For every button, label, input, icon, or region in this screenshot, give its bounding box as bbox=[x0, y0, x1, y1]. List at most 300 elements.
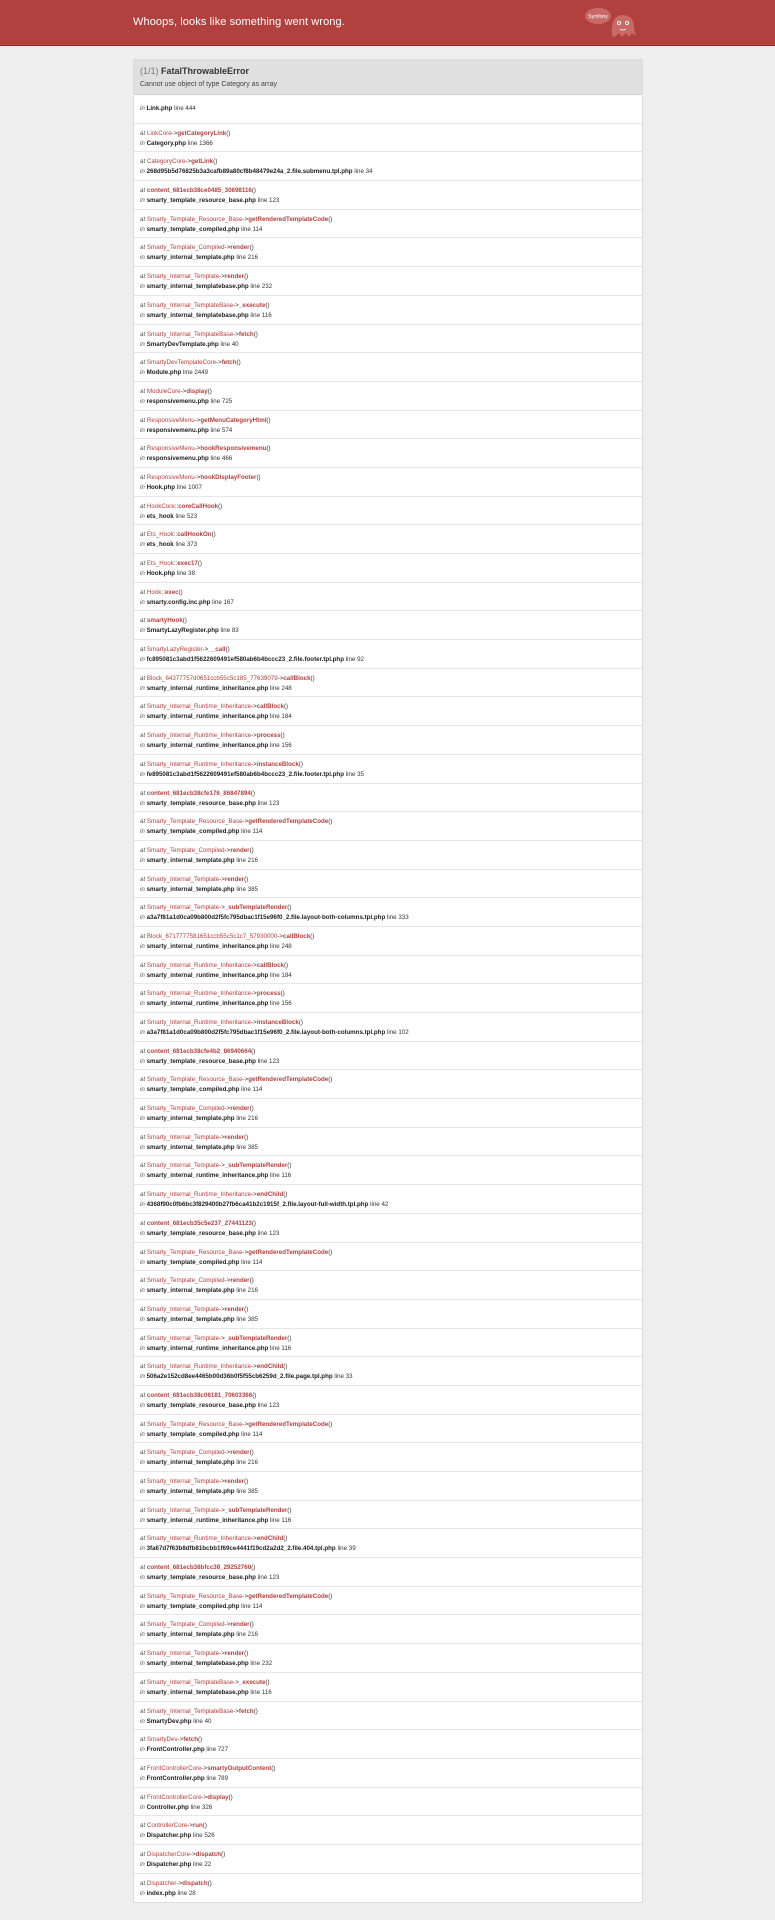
stack-frame: at Dispatcher->dispatch() in index.php line 28 bbox=[140, 1879, 212, 1897]
frame-class: Smarty_Template_Resource_Base bbox=[146, 1592, 243, 1600]
frame-line: 114 bbox=[252, 828, 263, 836]
frame-class: ModuleCore bbox=[146, 387, 181, 395]
stack-frame: at Smarty_Internal_Runtime_Inheritance->callBlock() in smarty_internal_runtime_inheritance.php line 184 bbox=[134, 697, 642, 726]
frame-function: content_681ecb38ce0485_30698116 bbox=[146, 187, 252, 195]
frame-line: 123 bbox=[269, 1229, 280, 1237]
frame-function: _subTemplateRender bbox=[224, 1334, 288, 1342]
frame-function: _subTemplateRender bbox=[224, 1506, 288, 1514]
frame-file: smarty_internal_template.php bbox=[146, 1631, 235, 1639]
frame-function: render bbox=[230, 1621, 250, 1629]
stack-frame: at FrontControllerCore->smartyOutputContent() in FrontController.php line 789 bbox=[134, 1759, 642, 1788]
frame-line: 1007 bbox=[188, 483, 202, 491]
frame-file: smarty.config.inc.php bbox=[146, 598, 211, 606]
frame-function: content_681ecb38cfe176_86847894 bbox=[146, 789, 251, 797]
frame-class: SmartyDev bbox=[146, 1736, 178, 1744]
exception-message: Cannot use object of type Category as array bbox=[140, 81, 277, 88]
frame-file: smarty_internal_runtime_inheritance.php bbox=[146, 713, 269, 721]
frame-class: Smarty_Template_Compiled bbox=[146, 244, 225, 252]
frame-file: smarty_template_resource_base.php bbox=[146, 1229, 256, 1237]
frame-function: coreCallHook bbox=[178, 502, 219, 510]
frame-line: 326 bbox=[201, 1803, 213, 1811]
frame-function: exec bbox=[164, 588, 179, 596]
stack-frame: at Ets_Hook::callHookOn() in ets_hook line 373 bbox=[134, 525, 642, 554]
frame-class: Smarty_Internal_Runtime_Inheritance bbox=[146, 990, 252, 998]
frame-file: smarty_internal_templatebase.php bbox=[146, 1688, 249, 1696]
stack-frame: at Smarty_Internal_Template->_subTemplateRender() in smarty_internal_runtime_inheritance.php line 116 bbox=[134, 1156, 642, 1185]
frame-file: responsivemenu.php bbox=[146, 455, 209, 463]
stack-frame: at Smarty_Internal_Template->render() in smarty_internal_template.php line 385 bbox=[134, 1472, 642, 1501]
stack-frame: at content_681ecb38cfe4b2_86940664() in smarty_template_resource_base.php line 123 bbox=[134, 1042, 642, 1071]
frame-line: 526 bbox=[204, 1832, 215, 1840]
frame-file: smarty_template_resource_base.php bbox=[146, 197, 256, 205]
stack-frame: at HookCore::coreCallHook() in ets_hook line 523 bbox=[134, 497, 642, 526]
stack-frame: at ResponsiveMenu->hookResponsivemenu() in responsivemenu.php line 466 bbox=[134, 439, 642, 468]
error-header-message: Whoops, looks like something went wrong. bbox=[133, 16, 345, 28]
frame-file: FrontController.php bbox=[146, 1774, 205, 1782]
frame-class: CategoryCore bbox=[146, 158, 186, 166]
frame-line: 123 bbox=[269, 1057, 280, 1065]
frame-arrow: -> bbox=[219, 904, 225, 912]
frame-line: 123 bbox=[269, 1401, 280, 1409]
frame-arrow: -> bbox=[242, 215, 249, 223]
frame-file: ets_hook bbox=[146, 541, 174, 549]
frame-file: smarty_template_compiled.php bbox=[146, 1602, 240, 1610]
frame-line: 232 bbox=[261, 1660, 273, 1668]
frame-line: 114 bbox=[252, 225, 263, 233]
frame-function: render bbox=[230, 1277, 250, 1285]
frame-function: getLink bbox=[191, 158, 214, 166]
frame-function: callBlock bbox=[256, 703, 284, 711]
frame-line: 385 bbox=[247, 885, 258, 893]
frame-class: Smarty_Template_Compiled bbox=[146, 1621, 225, 1629]
stack-frame: at FrontControllerCore->display() in Controller.php line 326 bbox=[134, 1788, 642, 1817]
frame-class: FrontControllerCore bbox=[146, 1764, 202, 1772]
frame-arrow: -> bbox=[219, 1478, 225, 1485]
frame-class: Smarty_Template_Compiled bbox=[146, 1277, 225, 1285]
frame-function: getRenderedTemplateCode bbox=[248, 1420, 329, 1428]
frame-file: smarty_template_resource_base.php bbox=[146, 799, 256, 807]
frame-line: 102 bbox=[398, 1029, 409, 1036]
frame-function: getRenderedTemplateCode bbox=[248, 818, 329, 826]
frame-line: 184 bbox=[281, 713, 292, 721]
frame-arrow: -> bbox=[194, 416, 201, 424]
frame-class: Smarty_Template_Resource_Base bbox=[146, 1420, 243, 1428]
frame-line: 123 bbox=[269, 799, 280, 807]
frame-arrow: -> bbox=[242, 818, 249, 826]
frame-function: endChild bbox=[256, 1363, 284, 1371]
frame-class: Smarty_Template_Resource_Base bbox=[146, 1076, 243, 1084]
frame-file: smarty_template_resource_base.php bbox=[146, 1401, 256, 1409]
frame-function: _subTemplateRender bbox=[224, 1162, 288, 1170]
stack-frame: at ResponsiveMenu->hookDisplayFooter() in Hook.php line 1007 bbox=[134, 468, 642, 497]
frame-file: smarty_internal_runtime_inheritance.php bbox=[146, 971, 269, 979]
frame-class: DispatcherCore bbox=[146, 1850, 190, 1858]
frame-line: 216 bbox=[247, 1115, 258, 1123]
frame-arrow: -> bbox=[224, 1449, 231, 1457]
frame-arrow: -> bbox=[233, 1707, 239, 1715]
frame-function: _execute bbox=[238, 1678, 266, 1686]
frame-file: smarty_internal_templatebase.php bbox=[146, 311, 249, 319]
frame-line: 248 bbox=[281, 942, 292, 950]
stack-frame: at Ets_Hook::exec17() in Hook.php line 38 bbox=[134, 554, 642, 583]
frame-line: 574 bbox=[221, 426, 233, 434]
frame-file: smarty_internal_runtime_inheritance.php bbox=[146, 1000, 269, 1008]
frame-line: 385 bbox=[247, 1143, 258, 1151]
frame-file: smarty_internal_template.php bbox=[146, 1459, 235, 1467]
frame-line: 216 bbox=[247, 1459, 258, 1467]
stack-frame: at Smarty_Internal_Runtime_Inheritance->instanceBlock() in a3a7f81a1d0ca09b800d2f5fc795dbac1f15e96f0_2.file.layout-both-columns.tpl.php line 102 bbox=[134, 1013, 642, 1042]
frame-arrow: -> bbox=[242, 1248, 249, 1256]
stack-frame: at Smarty_Template_Resource_Base->getRenderedTemplateCode() in smarty_template_compiled.php line 114 bbox=[134, 1415, 642, 1444]
frame-arrow: -> bbox=[251, 1535, 257, 1543]
stack-trace bbox=[134, 95, 642, 1902]
frame-class: Block_64377757d0651ccb55c5c185_77639079 bbox=[146, 674, 278, 682]
frame-function: dispatch bbox=[195, 1850, 222, 1858]
frame-function: callHookOn bbox=[177, 531, 212, 539]
frame-line: 22 bbox=[204, 1860, 212, 1868]
frame-function: render bbox=[224, 1133, 245, 1141]
stack-frame: at content_681ecb38bfcc38_29252760() in smarty_template_resource_base.php line 123 bbox=[134, 1558, 642, 1587]
frame-class: Smarty_Internal_Runtime_Inheritance bbox=[146, 1363, 252, 1371]
frame-line: 123 bbox=[269, 1574, 280, 1582]
frame-function: display bbox=[186, 387, 208, 395]
frame-file: smarty_template_compiled.php bbox=[146, 1258, 240, 1266]
stack-frame: at content_681ecb35c5e237_27441123() in smarty_template_resource_base.php line 123 bbox=[134, 1214, 642, 1243]
frame-arrow: -> bbox=[242, 1420, 249, 1428]
error-header bbox=[0, 0, 775, 46]
frame-line: 333 bbox=[398, 914, 409, 922]
stack-frame: at Smarty_Internal_Template->render() in smarty_internal_templatebase.php line 232 bbox=[134, 1644, 642, 1673]
frame-line: 727 bbox=[217, 1746, 229, 1754]
frame-file: smarty_template_compiled.php bbox=[146, 225, 240, 233]
frame-class: Smarty_Internal_Template bbox=[146, 273, 220, 281]
frame-arrow: -> bbox=[224, 1105, 231, 1113]
frame-class: Ets_Hook bbox=[146, 560, 174, 567]
frame-class: Smarty_Internal_Template bbox=[146, 1506, 220, 1514]
frame-line: 385 bbox=[247, 1315, 258, 1323]
frame-line: 114 bbox=[252, 1258, 263, 1266]
stack-frame: at Smarty_Internal_Runtime_Inheritance->instanceBlock() in fe895081c3abd1f5622609491ef580ab6b4bccc23_2.file.footer.tpl.php line 35 bbox=[134, 755, 642, 784]
stack-frame: at Smarty_Template_Compiled->render() in smarty_internal_template.php line 216 bbox=[134, 1099, 642, 1128]
stack-frame: at content_681ecb38ce0485_30698116() in smarty_template_resource_base.php line 123 bbox=[134, 181, 642, 210]
frame-class: ResponsiveMenu bbox=[146, 416, 195, 424]
frame-function: dispatch bbox=[182, 1879, 208, 1887]
frame-class: SmartyLazyRegister bbox=[146, 646, 203, 654]
frame-line: 116 bbox=[281, 1172, 292, 1180]
frame-file: index.php bbox=[146, 1889, 176, 1897]
frame-arrow: -> bbox=[180, 387, 187, 395]
frame-file: SmartyLazyRegister.php bbox=[146, 627, 219, 635]
frame-file: smarty_internal_template.php bbox=[146, 856, 235, 864]
frame-file: Controller.php bbox=[146, 1803, 189, 1811]
stack-frame: at ModuleCore->display() in responsivemenu.php line 725 bbox=[134, 382, 642, 411]
frame-arrow: :: bbox=[174, 502, 179, 510]
frame-arrow: -> bbox=[216, 359, 222, 367]
frame-function: __call bbox=[208, 646, 226, 654]
frame-function: render bbox=[230, 244, 250, 252]
frame-class: Smarty_Internal_TemplateBase bbox=[146, 1678, 234, 1686]
frame-class: Smarty_Internal_Runtime_Inheritance bbox=[146, 732, 252, 740]
stack-frame: at Smarty_Template_Compiled->render() in smarty_internal_template.php line 216 bbox=[134, 238, 642, 267]
frame-function: render bbox=[230, 846, 250, 854]
frame-class: SmartyDevTemplateCore bbox=[146, 359, 217, 367]
frame-file: Dispatcher.php bbox=[146, 1832, 192, 1840]
frame-arrow: -> bbox=[189, 1850, 196, 1858]
frame-arrow: -> bbox=[224, 244, 231, 252]
frame-function: getRenderedTemplateCode bbox=[248, 1592, 329, 1600]
frame-arrow: -> bbox=[233, 1678, 239, 1686]
frame-file: smarty_internal_template.php bbox=[146, 1287, 235, 1295]
frame-arrow: :: bbox=[173, 560, 178, 567]
frame-line: 466 bbox=[221, 455, 233, 463]
frame-class: Smarty_Internal_Runtime_Inheritance bbox=[146, 760, 252, 768]
frame-file: smarty_template_compiled.php bbox=[146, 1086, 240, 1094]
frame-function: instanceBlock bbox=[256, 1019, 299, 1026]
frame-file: smarty_template_compiled.php bbox=[146, 828, 240, 836]
frame-function: callBlock bbox=[283, 674, 311, 682]
frame-function: endChild bbox=[256, 1191, 284, 1199]
frame-function: smartyOutputContent bbox=[207, 1764, 272, 1772]
frame-file: fc895081c3abd1f5622609491ef580ab6b4bccc23_2.file.footer.tpl.php bbox=[146, 656, 344, 664]
frame-class: Smarty_Template_Resource_Base bbox=[146, 818, 243, 826]
frame-line: 373 bbox=[186, 541, 198, 549]
frame-class: Smarty_Internal_Runtime_Inheritance bbox=[146, 1535, 252, 1543]
frame-class: Block_6717777581651ccb55c5c1c7_57930000 bbox=[146, 932, 278, 940]
frame-arrow: -> bbox=[219, 1650, 225, 1658]
frame-arrow: -> bbox=[219, 1506, 225, 1514]
exception-header bbox=[134, 60, 642, 95]
frame-line: 248 bbox=[281, 684, 292, 692]
frame-arrow: -> bbox=[277, 932, 283, 940]
exception-type: FatalThrowableError bbox=[161, 66, 250, 76]
frame-arrow: -> bbox=[233, 301, 239, 309]
stack-frame: at Smarty_Internal_Runtime_Inheritance->endChild() in 4368f90c0fb6bc3f829400b27fb6ca41b2c1915f_2.file.layout-full-width.tpl.php line 42 bbox=[134, 1185, 642, 1214]
frame-function: render bbox=[224, 875, 245, 883]
stack-frame: at Smarty_Template_Compiled->render() in smarty_internal_template.php line 216 bbox=[134, 1615, 642, 1644]
stack-frame: at Smarty_Internal_TemplateBase->fetch() in SmartyDev.php line 40 bbox=[134, 1702, 642, 1731]
frame-arrow: -> bbox=[242, 1592, 249, 1600]
frame-file: smarty_internal_templatebase.php bbox=[146, 283, 249, 291]
frame-arrow: -> bbox=[251, 990, 257, 998]
frame-file: smarty_internal_template.php bbox=[146, 1115, 235, 1123]
frame-arrow: :: bbox=[173, 531, 178, 539]
frame-line: 156 bbox=[281, 1000, 292, 1008]
frame-file: responsivemenu.php bbox=[146, 426, 209, 434]
frame-line: 725 bbox=[221, 397, 233, 405]
frame-line: 33 bbox=[345, 1373, 353, 1381]
frame-function: getMenuCategoryHtml bbox=[200, 416, 267, 424]
frame-file: SmartyDev.php bbox=[146, 1717, 192, 1725]
frame-line: 42 bbox=[381, 1201, 389, 1209]
frame-function: callBlock bbox=[283, 932, 311, 940]
frame-arrow: -> bbox=[187, 1822, 193, 1830]
stack-frame: at Smarty_Internal_Runtime_Inheritance->endChild() in 506a2e152cd8ee4465b00d36b0f5f55cb6259d_2.file.page.tpl.php line 33 bbox=[134, 1357, 642, 1386]
frame-line: 216 bbox=[247, 254, 258, 262]
frame-line: 385 bbox=[247, 1488, 258, 1495]
frame-class: Smarty_Internal_TemplateBase bbox=[146, 1707, 234, 1715]
frame-class: Smarty_Internal_Runtime_Inheritance bbox=[146, 961, 252, 969]
frame-line: 116 bbox=[281, 1516, 292, 1524]
stack-frame: at Smarty_Internal_Runtime_Inheritance->endChild() in 3fa67d7f63b8dfb81bcbb1f69ce4441f19cd2a2d2_2.file.404.tpl.php line 39 bbox=[134, 1529, 642, 1558]
frame-function: getRenderedTemplateCode bbox=[248, 1076, 329, 1084]
frame-line: 40 bbox=[231, 340, 239, 348]
frame-function: _execute bbox=[238, 301, 266, 309]
frame-arrow: -> bbox=[251, 1191, 257, 1199]
stack-frame: at Smarty_Internal_Template->_subTemplateRender() in a3a7f81a1d0ca09b800d2f5fc795dbac1f15e96f0_2.file.layout-both-columns.tpl.php line 333 bbox=[134, 898, 642, 927]
frame-file: Category.php bbox=[146, 139, 186, 147]
frame-class: Smarty_Internal_Template bbox=[146, 904, 220, 912]
frame-function: getCategoryLink bbox=[177, 129, 227, 137]
frame-file: smarty_internal_templatebase.php bbox=[146, 1660, 249, 1668]
frame-function: getRenderedTemplateCode bbox=[248, 215, 329, 223]
frame-file: smarty_internal_template.php bbox=[146, 1315, 235, 1323]
frame-function: display bbox=[207, 1793, 229, 1801]
frame-function: fetch bbox=[238, 330, 254, 338]
stack-frame: at LinkCore->getCategoryLink() in Category.php line 1366 bbox=[134, 124, 642, 153]
frame-function: getRenderedTemplateCode bbox=[248, 1248, 329, 1256]
frame-class: Smarty_Template_Resource_Base bbox=[146, 215, 243, 223]
frame-line: 216 bbox=[247, 1631, 258, 1639]
frame-function: content_681ecb35c5e237_27441123 bbox=[146, 1219, 252, 1227]
frame-arrow: -> bbox=[201, 1793, 208, 1801]
frame-class: Smarty_Internal_Template bbox=[146, 1133, 220, 1141]
frame-file: 268d95b5d76825b3a3cafb89a80cf8b48479e24a_2.file.submenu.tpl.php bbox=[146, 168, 353, 176]
stack-frame: at Smarty_Template_Resource_Base->getRenderedTemplateCode() in smarty_template_compiled.php line 114 bbox=[134, 1070, 642, 1099]
frame-function: content_681ecb38cfe4b2_86940664 bbox=[146, 1047, 252, 1055]
frame-class: Smarty_Template_Compiled bbox=[146, 1449, 225, 1457]
frame-file: ets_hook bbox=[146, 512, 174, 520]
frame-arrow: -> bbox=[185, 158, 192, 166]
frame-arrow: -> bbox=[251, 961, 257, 969]
stack-frame: at Smarty_Internal_Runtime_Inheritance->process() in smarty_internal_runtime_inheritance.php line 156 bbox=[134, 726, 642, 755]
frame-arrow: -> bbox=[219, 1133, 225, 1141]
frame-line: 114 bbox=[252, 1086, 263, 1094]
frame-line: 232 bbox=[261, 283, 273, 291]
frame-class: Smarty_Internal_Template bbox=[146, 1305, 220, 1313]
frame-function: _subTemplateRender bbox=[224, 904, 288, 912]
frame-arrow: -> bbox=[177, 1736, 184, 1744]
stack-frame: at Smarty_Template_Compiled->render() in smarty_internal_template.php line 216 bbox=[134, 1271, 642, 1300]
frame-file: smarty_internal_template.php bbox=[146, 254, 235, 262]
stack-frame: at ResponsiveMenu->getMenuCategoryHtml() in responsivemenu.php line 574 bbox=[134, 411, 642, 440]
stack-frame: at Smarty_Internal_TemplateBase->fetch() in SmartyDevTemplate.php line 40 bbox=[134, 325, 642, 354]
frame-file: fe895081c3abd1f5622609491ef580ab6b4bccc23_2.file.footer.tpl.php bbox=[146, 770, 344, 778]
stack-frame: at DispatcherCore->dispatch() in Dispatcher.php line 22 bbox=[134, 1845, 642, 1874]
frame-line: 523 bbox=[186, 512, 198, 520]
stack-frame: at Smarty_Template_Resource_Base->getRenderedTemplateCode() in smarty_template_compiled.php line 114 bbox=[134, 1243, 642, 1272]
frame-file: a3a7f81a1d0ca09b800d2f5fc795dbac1f15e96f0_2.file.layout-both-columns.tpl.php bbox=[146, 1029, 386, 1036]
frame-arrow: -> bbox=[171, 129, 178, 137]
frame-line: 216 bbox=[247, 1287, 258, 1295]
frame-class: ControllerCore bbox=[146, 1822, 188, 1830]
stack-frame: at Smarty_Template_Resource_Base->getRenderedTemplateCode() in smarty_template_compiled.php line 114 bbox=[134, 812, 642, 841]
frame-class: Hook bbox=[146, 588, 162, 596]
exception-title bbox=[140, 66, 636, 77]
frame-file: smarty_template_resource_base.php bbox=[146, 1057, 256, 1065]
frame-function: hookResponsivemenu bbox=[200, 445, 267, 453]
frame-class: ResponsiveMenu bbox=[146, 473, 195, 481]
frame-function: render bbox=[224, 1305, 245, 1313]
frame-function: render bbox=[230, 1449, 250, 1457]
stack-frame: at Smarty_Internal_TemplateBase->_execute() in smarty_internal_templatebase.php line 116 bbox=[134, 1673, 642, 1702]
frame-line: 83 bbox=[231, 627, 239, 635]
frame-file: smarty_internal_runtime_inheritance.php bbox=[146, 942, 269, 950]
frame-file: smarty_internal_runtime_inheritance.php bbox=[146, 684, 269, 692]
stack-frame: at SmartyDevTemplateCore->fetch() in Module.php line 2449 bbox=[134, 353, 642, 382]
frame-file: 3fa67d7f63b8dfb81bcbb1f69ce4441f19cd2a2d2_2.file.404.tpl.php bbox=[146, 1545, 336, 1553]
frame-function: render bbox=[230, 1105, 250, 1113]
frame-line: 167 bbox=[223, 598, 234, 606]
frame-function: process bbox=[256, 732, 281, 740]
frame-line: 789 bbox=[217, 1774, 229, 1782]
frame-line: 116 bbox=[261, 1688, 272, 1696]
frame-line: 35 bbox=[357, 770, 364, 778]
frame-line: 156 bbox=[281, 742, 292, 750]
stack-frame: at SmartyDev->fetch() in FrontController.php line 727 bbox=[134, 1730, 642, 1759]
frame-function: content_681ecb38c06181_70603366 bbox=[146, 1391, 253, 1399]
frame-function: render bbox=[224, 1650, 245, 1658]
frame-class: Smarty_Internal_Runtime_Inheritance bbox=[146, 703, 252, 711]
frame-file: 4368f90c0fb6bc3f829400b27fb6ca41b2c1915f_2.file.layout-full-width.tpl.php bbox=[146, 1201, 369, 1209]
symfony-ghost-logo bbox=[584, 6, 644, 40]
frame-class: HookCore bbox=[146, 502, 175, 510]
frame-file: smarty_internal_runtime_inheritance.php bbox=[146, 1172, 269, 1180]
stack-frame: at Smarty_Template_Compiled->render() in smarty_internal_template.php line 216 bbox=[134, 1443, 642, 1472]
frame-class: Smarty_Internal_Template bbox=[146, 875, 220, 883]
frame-line: 114 bbox=[252, 1430, 263, 1438]
frame-line: 38 bbox=[188, 570, 196, 577]
frame-function: hookDisplayFooter bbox=[200, 473, 257, 481]
frame-arrow: -> bbox=[219, 1162, 225, 1170]
frame-arrow: -> bbox=[251, 1363, 257, 1371]
frame-function: smartyHook bbox=[146, 617, 183, 625]
frame-arrow: -> bbox=[233, 330, 239, 338]
frame-class: Smarty_Internal_Template bbox=[146, 1334, 220, 1342]
frame-file: Module.php bbox=[146, 369, 182, 377]
frame-arrow: -> bbox=[251, 760, 257, 768]
frame-class: Smarty_Internal_TemplateBase bbox=[146, 301, 234, 309]
frame-arrow: -> bbox=[194, 445, 201, 453]
frame-function: endChild bbox=[256, 1535, 284, 1543]
frame-arrow: -> bbox=[251, 703, 257, 711]
frame-file: Hook.php bbox=[146, 570, 176, 577]
frame-file: smarty_internal_runtime_inheritance.php bbox=[146, 1516, 269, 1524]
frame-class: Smarty_Internal_Template bbox=[146, 1478, 220, 1485]
frame-class: Dispatcher bbox=[146, 1879, 177, 1887]
frame-class: FrontControllerCore bbox=[146, 1793, 202, 1801]
frame-class: Smarty_Template_Compiled bbox=[146, 846, 225, 854]
stack-frame: at Smarty_Internal_Template->_subTemplateRender() in smarty_internal_runtime_inheritance.php line 116 bbox=[134, 1329, 642, 1358]
frame-arrow: -> bbox=[219, 1334, 225, 1342]
stack-frame: at Smarty_Template_Resource_Base->getRenderedTemplateCode() in smarty_template_compiled.php line 114 bbox=[134, 1587, 642, 1616]
stack-frame: at Smarty_Internal_Runtime_Inheritance->process() in smarty_internal_runtime_inheritance.php line 156 bbox=[134, 984, 642, 1013]
frame-arrow: -> bbox=[194, 473, 201, 481]
stack-frame: at content_681ecb38c06181_70603366() in smarty_template_resource_base.php line 123 bbox=[134, 1386, 642, 1415]
frame-function: instanceBlock bbox=[256, 760, 299, 768]
frame-line: 34 bbox=[365, 168, 373, 176]
frame-function: callBlock bbox=[256, 961, 284, 969]
frame-line: 1366 bbox=[199, 139, 213, 147]
frame-function: fetch bbox=[238, 1707, 254, 1715]
frame-line: 444 bbox=[185, 105, 196, 112]
frame-arrow: -> bbox=[219, 273, 225, 281]
stack-frame: at Block_64377757d0651ccb55c5c185_77639079->callBlock() in smarty_internal_runtime_inheritance.php line 248 bbox=[134, 669, 642, 698]
frame-class: Smarty_Template_Compiled bbox=[146, 1105, 225, 1113]
frame-line: 40 bbox=[204, 1717, 212, 1725]
frame-line: 28 bbox=[188, 1889, 196, 1897]
frame-file: smarty_template_compiled.php bbox=[146, 1430, 240, 1438]
frame-line: 2449 bbox=[194, 369, 209, 377]
